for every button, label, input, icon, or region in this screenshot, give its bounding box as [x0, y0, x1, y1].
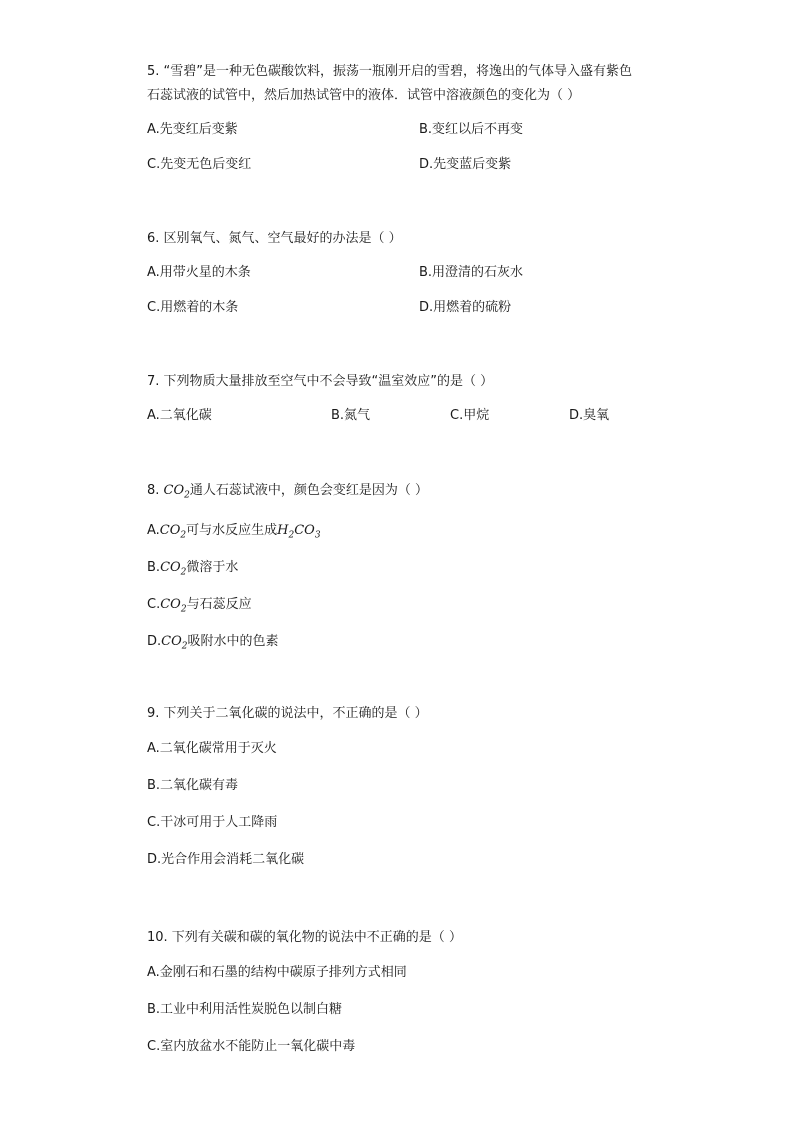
question-8-options: [147, 518, 687, 655]
question-7: [147, 370, 687, 428]
question-9-option-a: A.二氧化碳常用于灭火: [147, 741, 277, 756]
formula-h: H: [277, 522, 289, 538]
formula-subscript: 2: [180, 604, 187, 615]
question-8-stem: [147, 479, 687, 508]
question-9: [147, 702, 687, 884]
question-8-option-d: [147, 629, 687, 655]
option-text: 微溶于水: [186, 559, 239, 575]
question-8-stem-text: 通人石蕊试液中，颜色会变红是因为（ ）: [189, 483, 429, 498]
formula-subscript: 2: [184, 490, 190, 501]
formula-subscript: 2: [180, 567, 187, 578]
formula-co: CO: [160, 559, 181, 575]
option-letter: B.: [147, 559, 161, 575]
option-text: 可与水反应生成: [186, 522, 278, 538]
question-8-option-c: [147, 592, 687, 618]
question-7-option-a: A.二氧化碳: [147, 408, 212, 423]
question-10-option-a: A.金刚石和石墨的结构中碳原子排列方式相同: [147, 965, 407, 980]
question-10-stem: 10. 下列有关碳和碳的氧化物的说法中不正确的是（ ）: [147, 930, 462, 945]
question-6-option-b: B.用澄清的石灰水: [419, 265, 524, 280]
question-10-options: [147, 960, 687, 1060]
formula-co: CO: [163, 483, 185, 498]
question-6-option-a: A.用带火星的木条: [147, 265, 251, 280]
option-letter: D.: [147, 633, 162, 649]
question-6-option-d: D.用燃着的硫粉: [419, 300, 512, 315]
formula-subscript: 2: [288, 530, 295, 541]
option-letter: C.: [147, 596, 161, 612]
question-9-option-b: B.二氧化碳有毒: [147, 778, 239, 793]
question-6-stem: 6. 区别氧气、氮气、空气最好的办法是（ ）: [147, 231, 402, 246]
option-formula: [160, 596, 187, 615]
question-7-options: [147, 404, 687, 428]
question-5-stem-line-2: 石蕊试液的试管中，然后加热试管中的液体．试管中溶液颜色的变化为（ ）: [147, 88, 581, 103]
question-5: [147, 60, 687, 177]
formula-co: CO: [294, 522, 315, 538]
formula-co: CO: [160, 596, 181, 612]
question-7-stem: 7. 下列物质大量排放至空气中不会导致“温室效应”的是（ ）: [147, 374, 494, 389]
question-7-option-d: D.臭氧: [569, 408, 610, 423]
question-7-option-b: B.氮气: [331, 408, 371, 423]
question-5-option-b: B.变红以后不再变: [419, 122, 524, 137]
question-10-option-c: C.室内放盆水不能防止一氧化碳中毒: [147, 1039, 356, 1054]
formula-subscript: 2: [180, 530, 187, 541]
question-5-option-c: C.先变无色后变红: [147, 157, 252, 172]
option-text: 吸附水中的色素: [187, 633, 279, 649]
option-formula: [159, 522, 187, 541]
question-9-stem: 9. 下列关于二氧化碳的说法中，不正确的是（ ）: [147, 706, 428, 721]
question-5-stem: [147, 60, 687, 108]
question-6: [147, 227, 687, 320]
question-8-option-b: [147, 555, 687, 581]
question-9-option-c: C.干冰可用于人工降雨: [147, 815, 278, 830]
option-letter: A.: [147, 522, 160, 538]
formula-co: CO: [159, 522, 181, 538]
formula-subscript: 3: [314, 530, 321, 541]
question-5-option-a: A.先变红后变紫: [147, 122, 238, 137]
question-10-option-b: B.工业中利用活性炭脱色以制白糖: [147, 1002, 343, 1017]
question-5-options: [147, 118, 687, 177]
question-9-option-d: D.光合作用会消耗二氧化碳: [147, 852, 305, 867]
option-formula: [161, 633, 188, 652]
question-9-options: [147, 736, 687, 873]
question-8-formula: [163, 483, 190, 501]
formula-subscript: 2: [181, 641, 188, 652]
formula-co: CO: [161, 633, 182, 649]
option-formula-h2co3: [277, 522, 321, 541]
question-10: [147, 926, 687, 1071]
question-8-number: 8.: [147, 483, 164, 498]
question-5-stem-line-1: 5. “雪碧”是一种无色碳酸饮料，振荡一瓶刚开启的雪碧，将逸出的气体导入盛有紫色: [147, 64, 633, 79]
option-formula: [160, 559, 187, 578]
question-8: [147, 479, 687, 666]
option-text: 与石蕊反应: [186, 596, 252, 612]
question-8-option-a: [147, 518, 687, 544]
question-6-options: [147, 261, 687, 320]
question-5-option-d: D.先变蓝后变紫: [419, 157, 512, 172]
question-6-option-c: C.用燃着的木条: [147, 300, 239, 315]
question-7-option-c: C.甲烷: [450, 408, 490, 423]
